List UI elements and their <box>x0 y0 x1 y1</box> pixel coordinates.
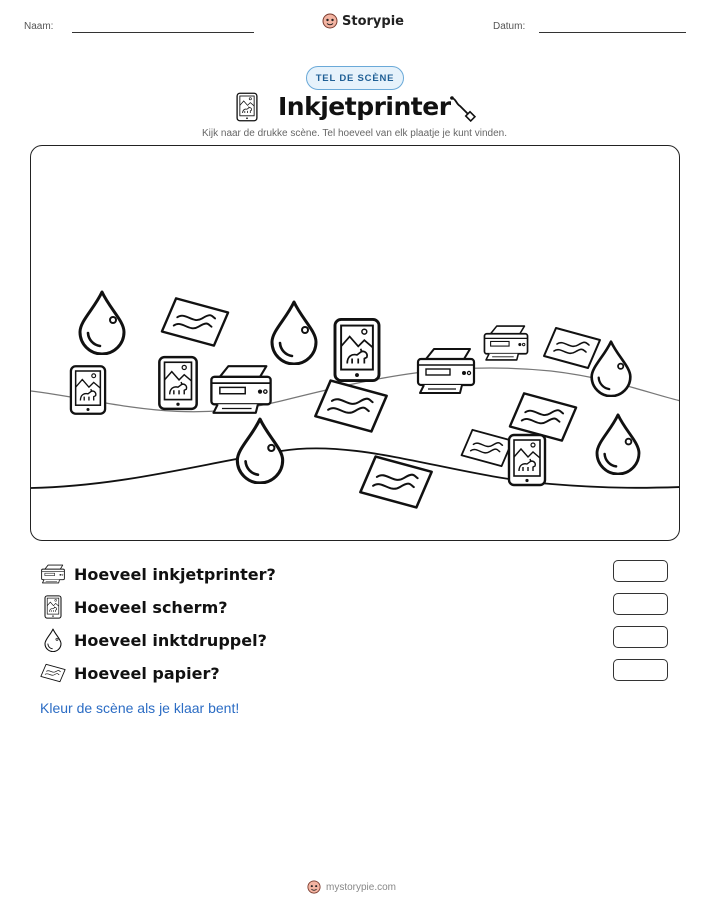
storypie-mascot-icon <box>322 13 338 29</box>
screen-icon <box>71 366 105 414</box>
screen-icon <box>509 435 545 485</box>
answer-box[interactable] <box>613 659 668 681</box>
storypie-mascot-icon <box>307 880 321 894</box>
date-label: Datum: <box>493 21 526 32</box>
ink-drop-icon <box>40 628 66 652</box>
question-text: Hoeveel scherm? <box>74 598 228 617</box>
cable-icon <box>448 94 476 122</box>
paper-icon <box>360 457 431 508</box>
brand-logo <box>322 13 404 29</box>
answer-box[interactable] <box>613 626 668 648</box>
question-text: Hoeveel inktdruppel? <box>74 631 267 650</box>
printer-icon <box>40 562 66 586</box>
answer-box[interactable] <box>613 560 668 582</box>
question-row <box>40 661 670 685</box>
date-line[interactable] <box>539 32 686 33</box>
page-title: Inkjetprinter <box>278 92 451 121</box>
paper-icon <box>162 298 228 345</box>
screen-icon <box>159 357 196 409</box>
question-text: Hoeveel papier? <box>74 664 220 683</box>
answer-box[interactable] <box>613 593 668 615</box>
printer-icon <box>484 326 527 360</box>
screen-icon <box>236 92 258 122</box>
ink-drop-icon <box>80 292 124 354</box>
question-row <box>40 562 670 586</box>
name-label: Naam: <box>24 21 54 32</box>
printer-icon <box>418 349 474 393</box>
ink-drop-icon <box>237 419 282 483</box>
name-line[interactable] <box>72 32 254 33</box>
brand-name: Storypie <box>342 13 404 29</box>
screen-icon <box>40 595 66 619</box>
scene-illustration <box>31 146 680 541</box>
footer <box>307 880 396 894</box>
question-text: Hoeveel inkjetprinter? <box>74 565 276 584</box>
activity-badge: TEL DE SCÈNE <box>306 66 404 90</box>
question-row <box>40 595 670 619</box>
paper-icon <box>510 393 576 440</box>
instructions: Kijk naar de drukke scène. Tel hoeveel van elk plaatje je kunt vinden. <box>201 128 507 139</box>
scene-panel[interactable] <box>30 145 680 541</box>
ink-drop-icon <box>592 342 631 396</box>
ink-drop-icon <box>597 415 639 474</box>
ink-drop-icon <box>272 302 316 364</box>
question-row <box>40 628 670 652</box>
coloring-note: Kleur de scène als je klaar bent! <box>40 700 240 716</box>
paper-icon <box>462 430 513 466</box>
paper-icon <box>544 328 600 368</box>
footer-url[interactable]: mystorypie.com <box>326 881 397 893</box>
title-row <box>236 90 476 126</box>
paper-icon <box>40 661 66 685</box>
paper-icon <box>315 381 386 432</box>
screen-icon <box>335 319 379 380</box>
